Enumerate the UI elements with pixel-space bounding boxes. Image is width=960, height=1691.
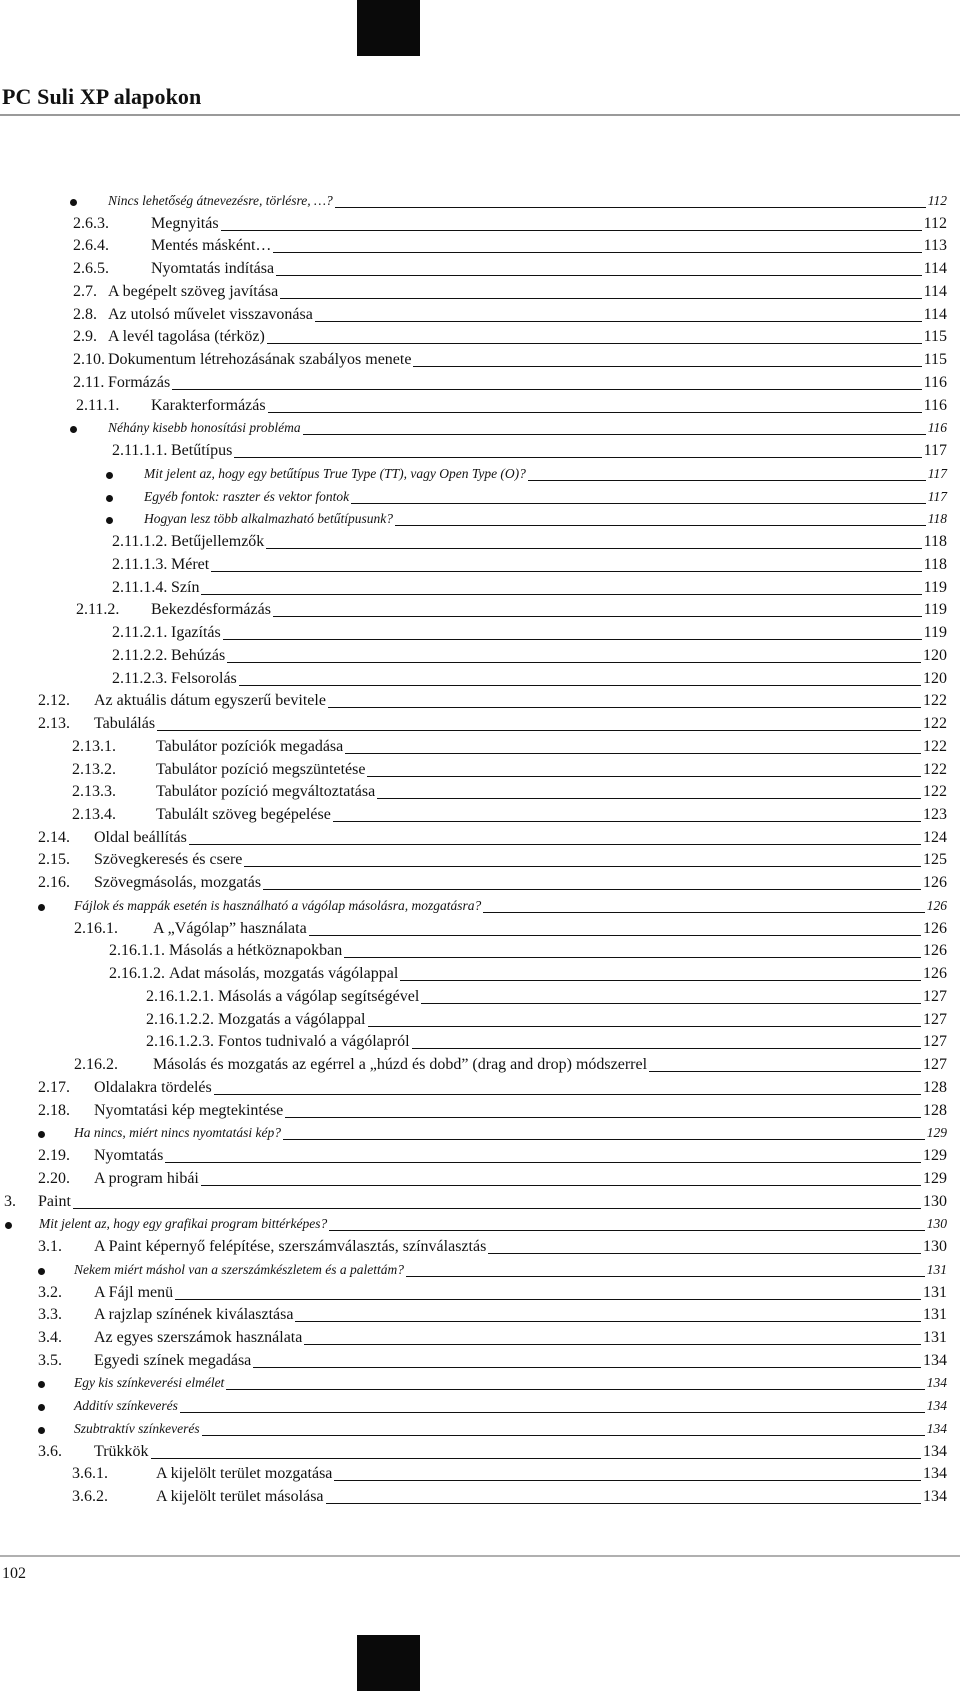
toc-entry-row[interactable] (0, 1145, 960, 1167)
toc-entry-row[interactable] (0, 1350, 960, 1372)
toc-leader-line (285, 1117, 921, 1118)
toc-page-number: 113 (923, 237, 947, 255)
toc-leader-line (273, 252, 922, 253)
toc-entry-title: Megnyitás (151, 214, 219, 232)
bullet-icon (38, 1381, 45, 1388)
toc-page-number: 116 (927, 420, 947, 436)
toc-section-number: 2.13. (38, 715, 70, 733)
toc-entry-title: Tabulált szöveg begépelése (156, 805, 331, 823)
toc-section-number: 2.14. (38, 828, 70, 846)
toc-entry-title: Szövegkeresés és csere (94, 851, 243, 869)
toc-leader-line (329, 1230, 925, 1231)
toc-entry-row[interactable] (0, 326, 960, 348)
toc-page-number: 131 (923, 1306, 947, 1324)
bullet-icon (106, 495, 113, 502)
toc-entry-title: A Paint képernyő felépítése, szerszámválasztás, színválasztás (94, 1238, 487, 1256)
toc-leader-line (412, 1048, 921, 1049)
toc-leader-line (649, 1071, 921, 1072)
toc-entry-row[interactable] (0, 1486, 960, 1508)
toc-entry-row[interactable] (0, 599, 960, 621)
toc-leader-line (377, 798, 921, 799)
toc-entry-title: Hogyan lesz több alkalmazható betűtípusunk? (144, 511, 393, 527)
toc-section-number: 2.13.4. (72, 805, 116, 823)
toc-entry-row[interactable] (0, 1077, 960, 1099)
toc-page-number: 134 (926, 1398, 947, 1414)
toc-entry-row[interactable] (0, 258, 960, 280)
toc-section-number: 2.13.1. (72, 737, 116, 755)
toc-page-number: 126 (926, 897, 947, 913)
toc-page-number: 116 (923, 396, 947, 414)
toc-page-number: 128 (923, 1101, 947, 1119)
toc-page-number: 131 (923, 1329, 947, 1346)
toc-leader-line (214, 1094, 921, 1095)
toc-page-number: 134 (923, 1465, 947, 1483)
toc-page-number: 130 (923, 1192, 947, 1210)
toc-entry-title: Bekezdésformázás (151, 601, 271, 619)
toc-page-number: 126 (923, 919, 947, 937)
toc-entry-row[interactable] (0, 986, 960, 1008)
toc-subtopic-row[interactable] (0, 1122, 960, 1144)
toc-entry-title: Nekem miért máshol van a szerszámkészletem és a palettám? (74, 1261, 404, 1277)
toc-leader-line (309, 935, 921, 936)
toc-leader-line (413, 366, 922, 367)
toc-leader-line (239, 685, 921, 686)
toc-leader-line (223, 639, 922, 640)
toc-section-number: 2.11.2.1. (112, 624, 168, 642)
toc-entry-row[interactable] (0, 372, 960, 394)
toc-entry-row[interactable] (0, 1441, 960, 1463)
toc-subtopic-row[interactable] (0, 508, 960, 530)
toc-section-number: 2.11.2. (76, 601, 120, 619)
toc-page-number: 122 (923, 715, 947, 733)
toc-leader-line (266, 548, 922, 549)
toc-page-number: 128 (923, 1078, 947, 1096)
toc-leader-line (201, 594, 922, 595)
toc-leader-line (303, 434, 926, 435)
toc-section-number: 2.16.1.1. (109, 942, 165, 960)
toc-leader-line (276, 275, 922, 276)
toc-entry-row[interactable] (0, 440, 960, 462)
toc-section-number: 2.11.1.4. (112, 578, 168, 596)
bullet-icon (38, 904, 45, 911)
bullet-icon (70, 199, 77, 206)
toc-page-number: 118 (927, 511, 947, 527)
toc-entry-title: Felsorolás (171, 669, 237, 687)
toc-entry-row[interactable] (0, 304, 960, 326)
toc-entry-title: Additív színkeverés (74, 1398, 178, 1414)
toc-section-number: 3.2. (38, 1283, 62, 1301)
toc-leader-line (189, 844, 921, 845)
toc-section-number: 2.16. (38, 874, 70, 892)
toc-section-number: 2.11.1.3. (112, 555, 168, 573)
toc-page-number: 129 (923, 1169, 947, 1187)
toc-section-number: 2.11.2.2. (112, 646, 168, 664)
toc-entry-title: A levél tagolása (térköz) (108, 328, 265, 346)
toc-leader-line (273, 616, 922, 617)
toc-page-number: 120 (923, 669, 947, 687)
toc-leader-line (421, 1003, 921, 1004)
toc-entry-row[interactable] (0, 281, 960, 303)
toc-entry-row[interactable] (0, 1191, 960, 1213)
toc-page-number: 134 (926, 1420, 947, 1436)
toc-leader-line (280, 298, 922, 299)
page-number: 102 (2, 1565, 26, 1582)
toc-entry-row[interactable] (0, 235, 960, 257)
toc-entry-row[interactable] (0, 827, 960, 849)
toc-leader-line (406, 1276, 925, 1277)
toc-leader-line (157, 730, 921, 731)
toc-section-number: 2.12. (38, 692, 70, 710)
toc-entry-title: Nyomtatási kép megtekintése (94, 1101, 284, 1119)
toc-section-number: 2.16.2. (74, 1056, 118, 1074)
page-tab-marker-bottom (357, 1635, 420, 1691)
toc-subtopic-row[interactable] (0, 417, 960, 439)
toc-leader-line (333, 821, 921, 822)
toc-entry-title: Fájlok és mappák esetén is használható a vágólap másolásra, mozgatásra? (74, 897, 482, 913)
toc-leader-line (528, 480, 926, 481)
toc-entry-title: Nyomtatás indítása (151, 260, 275, 278)
toc-leader-line (267, 343, 922, 344)
toc-entry-title: Egy kis színkeverési elmélet (74, 1375, 225, 1391)
toc-leader-line (263, 889, 921, 890)
bullet-icon (38, 1268, 45, 1275)
toc-section-number: 3.5. (38, 1351, 62, 1369)
toc-entry-title: Formázás (108, 373, 171, 391)
toc-leader-line (253, 1367, 921, 1368)
toc-section-number: 2.16.1.2.3. (146, 1033, 214, 1051)
toc-entry-title: Az aktuális dátum egyszerű bevitele (94, 692, 326, 710)
toc-leader-line (400, 980, 921, 981)
toc-leader-line (395, 525, 926, 526)
toc-entry-row[interactable] (0, 531, 960, 553)
toc-page-number: 112 (923, 214, 947, 232)
toc-leader-line (295, 1321, 921, 1322)
toc-entry-row[interactable] (0, 554, 960, 576)
toc-subtopic-row[interactable] (0, 1372, 960, 1394)
toc-entry-title: Szubtraktív színkeverés (74, 1420, 200, 1436)
toc-page-number: 115 (923, 328, 947, 346)
toc-page-number: 125 (923, 851, 947, 869)
toc-entry-row[interactable] (0, 1009, 960, 1031)
toc-entry-row[interactable] (0, 1282, 960, 1304)
toc-entry-title: Tabulátor pozíciók megadása (156, 737, 344, 755)
toc-entry-title: Oldal beállítás (94, 828, 187, 846)
toc-page-number: 126 (923, 965, 947, 983)
toc-entry-title: Tabulálás (94, 715, 156, 733)
toc-entry-title: Karakterformázás (151, 396, 266, 414)
toc-entry-title: Nincs lehetőség átnevezésre, törlésre, …? (108, 193, 333, 208)
page-tab-marker-top (357, 0, 420, 56)
toc-leader-line (234, 457, 922, 458)
toc-section-number: 2.19. (38, 1147, 70, 1165)
toc-entry-row[interactable] (0, 918, 960, 940)
toc-section-number: 2.11.2.3. (112, 669, 168, 687)
toc-leader-line (180, 1412, 925, 1413)
toc-leader-line (488, 1253, 921, 1254)
toc-entry-row[interactable] (0, 940, 960, 962)
toc-entry-title: Szövegmásolás, mozgatás (94, 874, 262, 892)
toc-page-number: 117 (927, 465, 947, 481)
toc-leader-line (201, 1185, 921, 1186)
toc-entry-title: Behúzás (171, 646, 226, 664)
toc-entry-title: Oldalakra tördelés (94, 1078, 212, 1096)
toc-subtopic-row[interactable] (0, 1213, 960, 1235)
bullet-icon (38, 1131, 45, 1138)
toc-section-number: 2.6.5. (73, 260, 109, 278)
toc-entry-title: A kijelölt terület másolása (156, 1488, 324, 1506)
toc-entry-title: Fontos tudnivaló a vágólapról (218, 1033, 410, 1051)
toc-entry-row[interactable] (0, 395, 960, 417)
toc-entry-row[interactable] (0, 577, 960, 599)
toc-section-number: 2.13.3. (72, 783, 116, 801)
toc-subtopic-row[interactable] (0, 1259, 960, 1281)
toc-section-number: 2.16.1.2.2. (146, 1010, 214, 1028)
toc-page-number: 124 (923, 828, 947, 846)
toc-entry-title: Paint (38, 1192, 71, 1210)
toc-entry-title: A kijelölt terület mozgatása (156, 1465, 333, 1483)
toc-entry-title: Dokumentum létrehozásának szabályos menete (108, 351, 412, 369)
toc-page-number: 130 (926, 1216, 947, 1232)
toc-entry-row[interactable] (0, 736, 960, 758)
toc-page-number: 134 (926, 1375, 947, 1391)
toc-subtopic-row[interactable] (0, 190, 960, 212)
toc-leader-line (202, 1435, 925, 1436)
toc-entry-title: Mentés másként… (151, 237, 272, 255)
toc-leader-line (335, 207, 926, 208)
toc-page-number: 120 (923, 646, 947, 664)
toc-section-number: 2.16.1.2.1. (146, 987, 214, 1005)
toc-leader-line (226, 1389, 925, 1390)
toc-entry-row[interactable] (0, 872, 960, 894)
toc-entry-row[interactable] (0, 1168, 960, 1190)
toc-leader-line (326, 1503, 921, 1504)
toc-leader-line (483, 912, 925, 913)
toc-entry-row[interactable] (0, 1031, 960, 1053)
toc-subtopic-row[interactable] (0, 895, 960, 917)
toc-page-number: 122 (923, 760, 947, 778)
toc-page-number: 131 (926, 1261, 947, 1277)
toc-entry-title: Másolás a hétköznapokban (169, 942, 343, 960)
toc-entry-title: Egyéb fontok: raszter és vektor fontok (144, 488, 350, 504)
toc-entry-title: Tabulátor pozíció megváltoztatása (156, 783, 376, 801)
toc-leader-line (73, 1208, 921, 1209)
toc-entry-title: Mit jelent az, hogy egy grafikai program bittérképes? (39, 1216, 328, 1232)
toc-entry-title: Másolás és mozgatás az egérrel a „húzd és dobd” (drag and drop) módszerrel (153, 1056, 648, 1074)
toc-section-number: 2.6.4. (73, 237, 109, 255)
toc-leader-line (151, 1458, 921, 1459)
toc-section-number: 2.11.1. (76, 396, 120, 414)
toc-leader-line (172, 389, 922, 390)
toc-subtopic-row[interactable] (0, 1418, 960, 1440)
toc-entry-title: Néhány kisebb honosítási probléma (108, 420, 301, 436)
toc-section-number: 3. (4, 1192, 16, 1210)
toc-page-number: 114 (923, 305, 947, 323)
header-divider (0, 114, 960, 116)
toc-entry-title: A program hibái (94, 1169, 199, 1187)
toc-page-number: 134 (923, 1488, 947, 1506)
toc-leader-line (175, 1299, 921, 1300)
toc-section-number: 2.20. (38, 1169, 70, 1187)
toc-section-number: 2.13.2. (72, 760, 116, 778)
toc-section-number: 2.16.1.2. (109, 965, 165, 983)
toc-leader-line (165, 1162, 921, 1163)
toc-entry-title: Mit jelent az, hogy egy betűtípus True Type (TT), vagy Open Type (O)? (144, 465, 526, 481)
toc-entry-title: Igazítás (171, 624, 221, 642)
toc-section-number: 2.18. (38, 1101, 70, 1119)
toc-leader-line (344, 957, 921, 958)
toc-section-number: 2.8. (73, 305, 97, 323)
toc-page-number: 116 (923, 373, 947, 391)
toc-entry-row[interactable] (0, 759, 960, 781)
toc-subtopic-row[interactable] (0, 463, 960, 485)
toc-section-number: 2.11.1.1. (112, 442, 168, 460)
toc-section-number: 2.10. (73, 351, 105, 369)
toc-entry-row[interactable] (0, 781, 960, 803)
toc-page-number: 129 (926, 1125, 947, 1141)
toc-entry-row[interactable] (0, 804, 960, 826)
toc-leader-line (211, 571, 922, 572)
toc-entry-row[interactable] (0, 1054, 960, 1076)
toc-entry-title: A „Vágólap” használata (153, 919, 307, 937)
toc-entry-title: A rajzlap színének kiválasztása (94, 1306, 294, 1324)
toc-page-number: 127 (923, 1033, 947, 1051)
toc-page-number: 127 (923, 987, 947, 1005)
toc-page-number: 119 (923, 578, 947, 596)
toc-section-number: 2.11.1.2. (112, 533, 168, 551)
toc-section-number: 3.3. (38, 1306, 62, 1324)
toc-leader-line (328, 707, 921, 708)
toc-entry-row[interactable] (0, 713, 960, 735)
toc-entry-title: Nyomtatás (94, 1147, 164, 1165)
toc-section-number: 2.17. (38, 1078, 70, 1096)
toc-page-number: 118 (923, 533, 947, 551)
toc-entry-title: Az utolsó művelet visszavonása (108, 305, 313, 323)
toc-entry-row[interactable] (0, 849, 960, 871)
toc-entry-row[interactable] (0, 1100, 960, 1122)
toc-section-number: 3.1. (38, 1238, 62, 1256)
toc-entry-title: Szín (171, 578, 200, 596)
toc-leader-line (345, 753, 921, 754)
toc-entry-title: Mozgatás a vágólappal (218, 1010, 366, 1028)
toc-section-number: 3.6. (38, 1442, 62, 1460)
toc-leader-line (268, 412, 922, 413)
toc-entry-title: Egyedi színek megadása (94, 1351, 252, 1369)
toc-entry-row[interactable] (0, 1327, 960, 1349)
toc-page-number: 122 (923, 783, 947, 801)
toc-page-number: 134 (923, 1351, 947, 1369)
footer-divider (0, 1555, 960, 1557)
toc-entry-row[interactable] (0, 1463, 960, 1485)
toc-section-number: 3.6.1. (72, 1465, 108, 1483)
toc-section-number: 2.9. (73, 328, 97, 346)
toc-entry-row[interactable] (0, 213, 960, 235)
toc-entry-title: Ha nincs, miért nincs nyomtatási kép? (74, 1125, 281, 1141)
page-header-title: PC Suli XP alapokon (2, 84, 202, 109)
toc-entry-row[interactable] (0, 963, 960, 985)
toc-section-number: 2.6.3. (73, 214, 109, 232)
bullet-icon (38, 1404, 45, 1411)
toc-entry-title: A Fájl menü (94, 1283, 174, 1301)
toc-entry-title: Méret (171, 555, 210, 573)
toc-entry-title: Tabulátor pozíció megszüntetése (156, 760, 366, 778)
toc-entry-row[interactable] (0, 1304, 960, 1326)
bullet-icon (70, 426, 77, 433)
toc-leader-line (367, 776, 921, 777)
toc-subtopic-row[interactable] (0, 486, 960, 508)
toc-section-number: 3.4. (38, 1329, 62, 1346)
toc-entry-title: Az egyes szerszámok használata (94, 1329, 303, 1346)
bullet-icon (106, 472, 113, 479)
toc-leader-line (283, 1139, 925, 1140)
toc-entry-row[interactable] (0, 668, 960, 690)
toc-page-number: 119 (923, 601, 947, 619)
toc-section-number: 3.6.2. (72, 1488, 108, 1506)
toc-entry-row[interactable] (0, 690, 960, 712)
toc-page-number: 122 (923, 692, 947, 710)
toc-page-number: 115 (923, 351, 947, 369)
toc-page-number: 127 (923, 1010, 947, 1028)
toc-entry-title: Másolás a vágólap segítségével (218, 987, 420, 1005)
toc-leader-line (368, 1026, 921, 1027)
toc-page-number: 131 (923, 1283, 947, 1301)
toc-page-number: 130 (923, 1238, 947, 1256)
toc-page-number: 126 (923, 942, 947, 960)
toc-page-number: 114 (923, 282, 947, 300)
toc-entry-title: Trükkök (94, 1442, 149, 1460)
bullet-icon (106, 517, 113, 524)
toc-leader-line (334, 1480, 921, 1481)
toc-section-number: 2.15. (38, 851, 70, 869)
toc-leader-line (227, 662, 921, 663)
toc-entry-title: A begépelt szöveg javítása (108, 282, 279, 300)
bullet-icon (5, 1222, 12, 1229)
toc-entry-title: Betűtípus (171, 442, 233, 460)
toc-entry-row[interactable] (0, 1236, 960, 1258)
toc-page-number: 117 (923, 442, 947, 460)
toc-leader-line (221, 230, 922, 231)
toc-leader-line (315, 321, 922, 322)
toc-page-number: 122 (923, 737, 947, 755)
toc-entry-title: Betűjellemzők (171, 533, 265, 551)
toc-leader-line (304, 1344, 921, 1345)
toc-page-number: 117 (927, 488, 947, 504)
toc-section-number: 2.7. (73, 282, 97, 300)
toc-section-number: 2.16.1. (74, 919, 118, 937)
toc-entry-title: Adat másolás, mozgatás vágólappal (169, 965, 399, 983)
toc-page-number: 134 (923, 1442, 947, 1460)
toc-entry-row[interactable] (0, 622, 960, 644)
toc-page-number: 129 (923, 1147, 947, 1165)
toc-page-number: 112 (927, 193, 947, 208)
toc-page-number: 126 (923, 874, 947, 892)
toc-leader-line (351, 503, 926, 504)
toc-page-number: 118 (923, 555, 947, 573)
toc-page-number: 127 (923, 1056, 947, 1074)
toc-page-number: 114 (923, 260, 947, 278)
toc-entry-row[interactable] (0, 645, 960, 667)
toc-page-number: 123 (923, 805, 947, 823)
bullet-icon (38, 1427, 45, 1434)
toc-subtopic-row[interactable] (0, 1395, 960, 1417)
toc-section-number: 2.11. (73, 373, 105, 391)
toc-entry-row[interactable] (0, 349, 960, 371)
toc-leader-line (244, 866, 921, 867)
toc-page-number: 119 (923, 624, 947, 642)
